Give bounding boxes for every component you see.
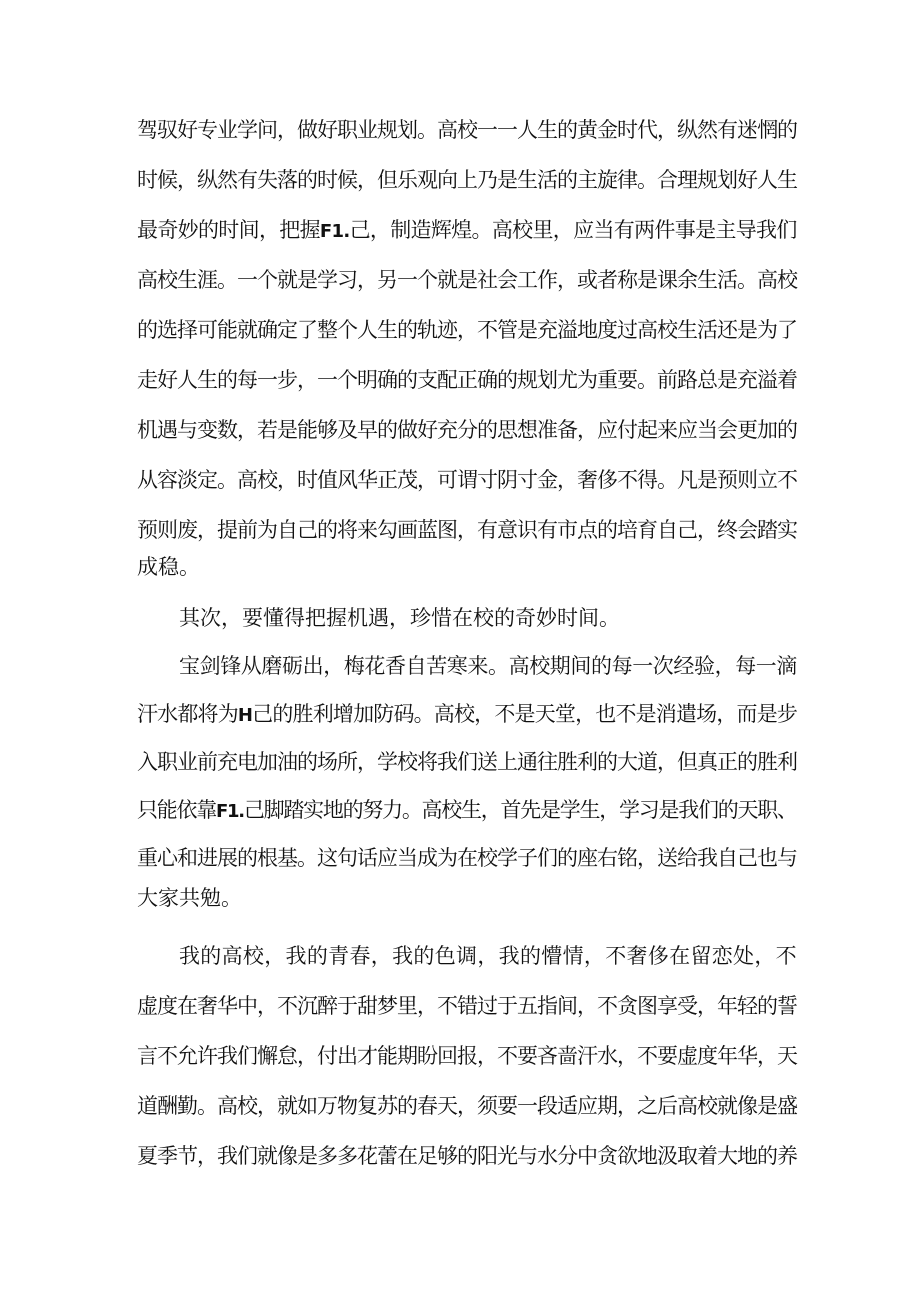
paragraph-1-line-1: 驾驭好专业学问，做好职业规划。高校一一人生的黄金时代，纵然有迷惘的 xyxy=(137,118,797,142)
paragraph-3-line-1: 宝剑锋从磨砺出，梅花香自苦寒来。高校期间的每一次经验，每一滴 xyxy=(179,654,797,678)
paragraph-3-line-3: 入职业前充电加油的场所，学校将我们送上通往胜利的大道，但真正的胜利 xyxy=(137,750,797,774)
paragraph-4-line-5: 夏季节，我们就像是多多花蕾在足够的阳光与水分中贪欲地汲取着大地的养 xyxy=(137,1144,797,1168)
paragraph-1-line-8: 从容淡定。高校，时值风华正茂，可谓寸阴寸金，奢侈不得。凡是预则立不 xyxy=(137,468,797,492)
paragraph-4-line-1: 我的高校，我的青春，我的色调，我的懵情，不奢侈在留恋处，不 xyxy=(179,944,797,968)
paragraph-4-line-2: 虚度在奢华中，不沉醉于甜梦里，不错过于五指间，不贪图享受，年轻的誓 xyxy=(137,994,797,1018)
paragraph-1-line-3: 最奇妙的时间，把握F1.己，制造辉煌。高校里，应当有两件事是主导我们 xyxy=(137,218,797,242)
paragraph-3-line-6: 大家共勉。 xyxy=(137,886,242,910)
paragraph-1-line-2: 时候，纵然有失落的时候，但乐观向上乃是生活的主旋律。合理规划好人生 xyxy=(137,168,797,192)
paragraph-1-line-7: 机遇与变数，若是能够及早的做好充分的思想准备，应付起来应当会更加的 xyxy=(137,418,797,442)
paragraph-1-line-10: 成稳。 xyxy=(137,555,200,579)
paragraph-1-line-6: 走好人生的每一步，一个明确的支配正确的规划尤为重要。前路总是充溢着 xyxy=(137,368,797,392)
paragraph-3-line-4: 只能依靠F1.己脚踏实地的努力。高校生，首先是学生，学习是我们的天职、 xyxy=(137,798,797,822)
paragraph-1-line-9: 预则废，提前为自己的将来勾画蓝图，有意识有市点的培育自己，终会踏实 xyxy=(137,518,797,542)
paragraph-2-line-1: 其次，要懂得把握机遇，珍惜在校的奇妙时间。 xyxy=(179,606,620,630)
paragraph-3-line-2: 汗水都将为H己的胜利增加防码。高校，不是天堂，也不是消遣场，而是步 xyxy=(137,702,798,726)
paragraph-1-line-4: 高校生涯。一个就是学习，另一个就是社会工作，或者称是课余生活。高校 xyxy=(137,268,797,292)
paragraph-4-line-3: 言不允许我们懈怠，付出才能期盼回报，不要吝啬汗水，不要虚度年华，天 xyxy=(137,1044,797,1068)
paragraph-1-line-5: 的选择可能就确定了整个人生的轨迹，不管是充溢地度过高校生活还是为了 xyxy=(137,318,797,342)
paragraph-3-line-5: 重心和进展的根基。这句话应当成为在校学子们的座右铭，送给我自己也与 xyxy=(137,846,797,870)
paragraph-4-line-4: 道酬勤。高校，就如万物复苏的春天，须要一段适应期，之后高校就像是盛 xyxy=(137,1094,797,1118)
